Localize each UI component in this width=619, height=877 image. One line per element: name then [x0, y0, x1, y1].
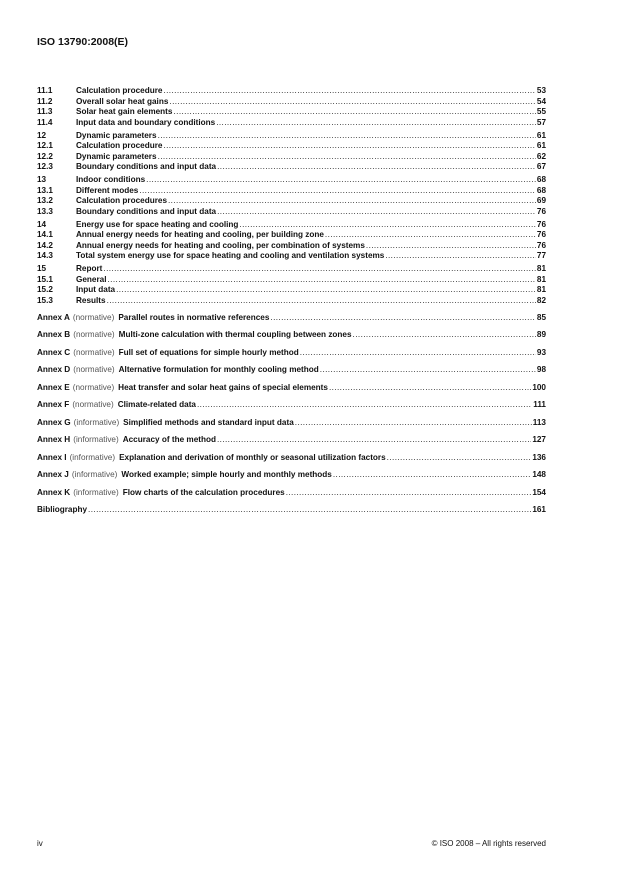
- toc-entry-page: 62: [536, 151, 546, 161]
- toc-entry-page: 53: [536, 86, 546, 95]
- toc-entry-number: 11.1: [37, 86, 53, 95]
- toc-entry-title: Simplified methods and standard input data: [123, 417, 294, 427]
- toc-entry-page: 76: [536, 240, 546, 250]
- toc-entry-title: Total system energy use for space heating and cooling and ventilation systems: [76, 251, 385, 260]
- toc-entry-page: 148: [532, 470, 546, 479]
- annex-label: Annex I: [37, 452, 67, 462]
- toc-entry-number: 13.1: [37, 185, 53, 195]
- toc-entry-title: Indoor conditions: [76, 175, 146, 184]
- annex-kind: (normative): [72, 312, 115, 322]
- toc-annexes: [37, 309, 546, 502]
- toc-entry-title: Calculation procedure: [76, 141, 163, 150]
- annex-kind: (normative): [73, 365, 115, 374]
- toc-entry-page: 54: [536, 96, 546, 106]
- toc-entry-title: Multi-zone calculation with thermal coupling between zones: [118, 330, 352, 339]
- toc-entry-number: 14.1: [37, 230, 53, 239]
- toc-entry-annex[interactable]: [37, 414, 546, 432]
- dot-leader: [300, 344, 536, 362]
- toc-sections: [37, 86, 546, 306]
- toc-entry-number: 15.3: [37, 295, 53, 305]
- toc-entry-annex[interactable]: [37, 344, 546, 362]
- dot-leader: [158, 131, 536, 142]
- toc-entry-page: 81: [536, 274, 546, 284]
- toc-entry-title: Report: [76, 264, 103, 273]
- toc-entry-title: Flow charts of the calculation procedures: [122, 487, 285, 497]
- toc-entry[interactable]: [37, 196, 546, 207]
- annex-kind: (normative): [73, 330, 115, 339]
- dot-leader: [333, 466, 531, 484]
- toc-entry-title: Boundary conditions and input data: [76, 162, 217, 171]
- toc-entry-number: 12.3: [37, 162, 53, 171]
- toc-entry-annex[interactable]: [37, 466, 546, 484]
- dot-leader: [385, 251, 536, 262]
- toc-entry-page: 111: [533, 400, 546, 409]
- copyright-notice: © ISO 2008 – All rights reserved: [431, 839, 546, 848]
- toc-entry-page: 85: [536, 312, 546, 322]
- toc-entry-page: 68: [536, 175, 546, 184]
- toc-entry-title: Heat transfer and solar heat gains of special elements: [118, 382, 328, 392]
- toc-entry-number: 13.2: [37, 196, 53, 205]
- toc-entry[interactable]: [37, 251, 546, 262]
- toc-entry[interactable]: [37, 220, 546, 231]
- toc-entry-page: 76: [536, 230, 546, 239]
- toc-entry-number: 13: [37, 175, 47, 184]
- toc-entry-page: 127: [532, 435, 546, 444]
- dot-leader: [197, 396, 532, 414]
- toc-entry-number: 11.4: [37, 117, 53, 127]
- toc-entry[interactable]: [37, 207, 546, 218]
- toc-entry[interactable]: [37, 152, 546, 163]
- toc-entry-title: Boundary conditions and input data: [76, 206, 217, 216]
- toc-entry-title: Alternative formulation for monthly cooling method: [118, 365, 319, 374]
- annex-label: Annex F: [37, 400, 70, 409]
- dot-leader: [216, 118, 536, 129]
- toc-entry-page: 67: [536, 162, 546, 171]
- annex-kind: (normative): [73, 347, 115, 357]
- dot-leader: [329, 379, 531, 397]
- toc-entry-page: 69: [536, 196, 546, 205]
- annex-kind: (normative): [72, 382, 115, 392]
- toc-entry-number: 14.3: [37, 251, 53, 260]
- toc-entry-number: 12.1: [37, 141, 53, 150]
- document-header: ISO 13790:2008(E): [37, 36, 129, 48]
- toc-entry-title: Dynamic parameters: [76, 130, 157, 140]
- toc-entry-title: Accuracy of the method: [122, 435, 216, 444]
- toc-entry-page: 68: [536, 185, 546, 195]
- annex-label: Annex H: [37, 435, 71, 444]
- toc-entry-title: Calculation procedures: [76, 196, 167, 205]
- dot-leader: [295, 414, 532, 432]
- annex-label: Annex A: [37, 312, 70, 322]
- dot-leader: [169, 97, 536, 108]
- toc-entry-annex[interactable]: [37, 431, 546, 449]
- toc-entry-page: 154: [532, 487, 546, 497]
- toc-section-group: [37, 175, 546, 217]
- toc-entry-number: 12.2: [37, 151, 53, 161]
- toc-entry-number: 15.2: [37, 285, 53, 294]
- toc-entry-page: 82: [536, 295, 546, 305]
- toc-entry-title: Parallel routes in normative references: [118, 312, 270, 322]
- toc-entry-bibliography[interactable]: [37, 501, 546, 519]
- toc-entry[interactable]: [37, 275, 546, 286]
- table-of-contents: [37, 86, 546, 519]
- dot-leader: [286, 484, 532, 502]
- annex-kind: (informative): [73, 435, 119, 444]
- dot-leader: [353, 326, 536, 344]
- dot-leader: [108, 275, 536, 286]
- dot-leader: [158, 152, 536, 163]
- annex-label: Annex G: [37, 417, 71, 427]
- toc-entry-page: 81: [536, 285, 546, 294]
- toc-entry-annex[interactable]: [37, 379, 546, 397]
- toc-entry[interactable]: [37, 131, 546, 142]
- dot-leader: [217, 207, 536, 218]
- toc-entry-page: 93: [536, 347, 546, 357]
- dot-leader: [107, 296, 536, 307]
- toc-entry-page: 61: [536, 130, 546, 140]
- toc-entry-annex[interactable]: [37, 326, 546, 344]
- toc-section-group: [37, 220, 546, 262]
- toc-entry-title: Worked example; simple hourly and monthly methods: [121, 470, 332, 479]
- toc-entry[interactable]: [37, 264, 546, 275]
- toc-entry[interactable]: [37, 296, 546, 307]
- toc-entry-annex[interactable]: [37, 309, 546, 327]
- annex-label: Annex E: [37, 382, 70, 392]
- dot-leader: [325, 230, 536, 241]
- annex-label: Annex J: [37, 470, 69, 479]
- annex-label: Annex B: [37, 330, 71, 339]
- dot-leader: [217, 431, 531, 449]
- toc-entry-page: 161: [532, 505, 546, 514]
- toc-entry-number: 13.3: [37, 206, 53, 216]
- toc-entry-number: 15.1: [37, 274, 53, 284]
- toc-entry-number: 11.2: [37, 96, 53, 106]
- dot-leader: [139, 186, 536, 197]
- annex-kind: (normative): [72, 400, 114, 409]
- toc-entry-annex[interactable]: [37, 484, 546, 502]
- dot-leader: [270, 309, 535, 327]
- toc-entry-page: 113: [532, 417, 546, 427]
- toc-entry-title: Input data and boundary conditions: [76, 117, 216, 127]
- dot-leader: [366, 241, 536, 252]
- toc-entry-title: Explanation and derivation of monthly or seasonal utilization factors: [119, 452, 386, 462]
- toc-entry-page: 81: [536, 264, 546, 273]
- toc-entry-page: 76: [536, 219, 546, 229]
- dot-leader: [217, 162, 536, 173]
- toc-entry-page: 76: [536, 206, 546, 216]
- toc-entry-page: 136: [532, 452, 546, 462]
- toc-entry-title: Annual energy needs for heating and cooling, per combination of systems: [76, 240, 365, 250]
- toc-entry-title: Annual energy needs for heating and cooling, per building zone: [76, 230, 324, 239]
- toc-entry[interactable]: [37, 285, 546, 296]
- toc-entry[interactable]: [37, 175, 546, 186]
- dot-leader: [88, 501, 531, 519]
- toc-entry[interactable]: [37, 241, 546, 252]
- toc-section-group: [37, 86, 546, 128]
- toc-entry[interactable]: [37, 230, 546, 241]
- toc-entry-title: Results: [76, 295, 106, 305]
- dot-leader: [116, 285, 536, 296]
- toc-entry-page: 55: [536, 107, 546, 116]
- dot-leader: [168, 196, 536, 207]
- dot-leader: [239, 220, 535, 231]
- toc-entry-number: 15: [37, 264, 47, 273]
- toc-entry-annex[interactable]: [37, 449, 546, 467]
- annex-label: Annex D: [37, 365, 71, 374]
- toc-entry-title: Full set of equations for simple hourly method: [118, 347, 299, 357]
- toc-entry-title: Input data: [76, 285, 116, 294]
- toc-entry-annex[interactable]: [37, 396, 546, 414]
- dot-leader: [163, 86, 535, 97]
- toc-entry-page: 100: [532, 382, 546, 392]
- toc-section-group: [37, 264, 546, 306]
- annex-kind: (informative): [69, 452, 116, 462]
- toc-entry-annex[interactable]: [37, 361, 546, 379]
- toc-entry[interactable]: [37, 162, 546, 173]
- annex-kind: (informative): [73, 417, 120, 427]
- toc-entry-title: General: [76, 274, 107, 284]
- toc-entry-page: 98: [536, 365, 546, 374]
- dot-leader: [163, 141, 535, 152]
- toc-entry[interactable]: [37, 97, 546, 108]
- annex-label: Annex K: [37, 487, 71, 497]
- toc-entry-title: Overall solar heat gains: [76, 96, 169, 106]
- toc-entry-page: 61: [536, 141, 546, 150]
- toc-entry-title: Dynamic parameters: [76, 151, 157, 161]
- toc-entry[interactable]: [37, 118, 546, 129]
- toc-entry-number: 12: [37, 130, 47, 140]
- toc-entry-title: Energy use for space heating and cooling: [76, 219, 239, 229]
- toc-entry-page: 77: [536, 251, 546, 260]
- dot-leader: [103, 264, 536, 275]
- dot-leader: [387, 449, 532, 467]
- toc-entry-title: Calculation procedure: [76, 86, 163, 95]
- dot-leader: [146, 175, 536, 186]
- toc-entry-title: Solar heat gain elements: [76, 107, 173, 116]
- annex-kind: (informative): [71, 470, 118, 479]
- toc-entry-number: 11.3: [37, 107, 53, 116]
- toc-entry-title: Bibliography: [37, 505, 88, 514]
- toc-entry-title: Different modes: [76, 185, 139, 195]
- toc-entry[interactable]: [37, 107, 546, 118]
- toc-entry-number: 14: [37, 219, 47, 229]
- toc-entry-page: 57: [536, 117, 546, 127]
- toc-entry-page: 89: [536, 330, 546, 339]
- dot-leader: [320, 361, 536, 379]
- toc-entry[interactable]: [37, 86, 546, 97]
- dot-leader: [173, 107, 535, 118]
- toc-entry-title: Climate-related data: [117, 400, 196, 409]
- annex-kind: (informative): [73, 487, 119, 497]
- toc-entry[interactable]: [37, 186, 546, 197]
- page-number: iv: [37, 839, 43, 848]
- annex-label: Annex C: [37, 347, 71, 357]
- toc-section-group: [37, 131, 546, 173]
- toc-entry-number: 14.2: [37, 240, 53, 250]
- toc-entry[interactable]: [37, 141, 546, 152]
